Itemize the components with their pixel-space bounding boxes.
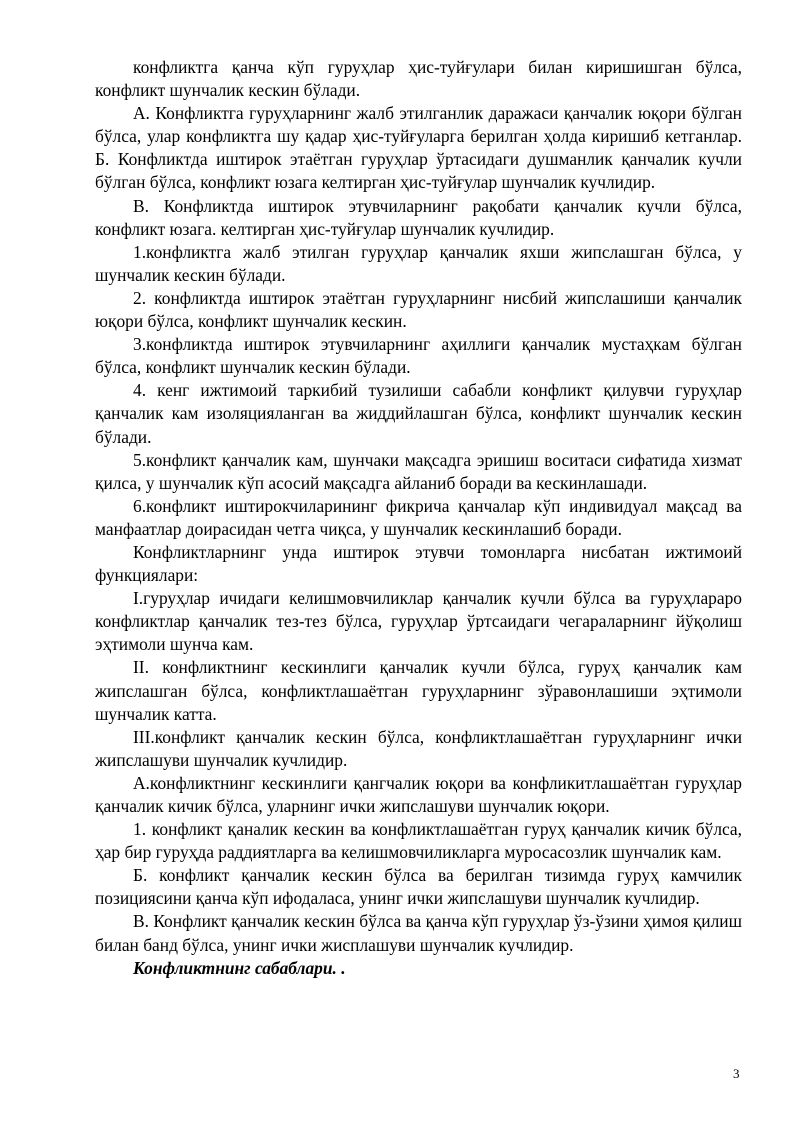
paragraph: А. Конфликтга гуруҳларнинг жалб этилганлик даражаси қанчалик юқори бўлган бўлса, улар конфликтга шу қадар ҳис-туйғуларга берилган ҳолда киришиб кетганлар. Б. Конфликтда иштирок этаётган гуруҳлар ўртасидаги душманлик қанчалик кучли бўлган бўлса, конфликт юзага келтирган ҳис-туйғулар шунчалик кучлидир.: [95, 103, 742, 193]
paragraph: 6.конфликт иштирокчиларининг фикрича қанчалар кўп индивидуал мақсад ва манфаатлар доирасидан четга чиқса, у шунчалик кескинлашиб боради.: [95, 495, 742, 539]
paragraph: III.конфликт қанчалик кескин бўлса, конфликтлашаётган гуруҳларнинг ички жипслашуви шунчалик кучлидир.: [95, 726, 742, 770]
paragraph: конфликтга қанча кўп гуруҳлар ҳис-туйғулари билан киришишган бўлса, конфликт шунчалик кескин бўлади.: [95, 57, 742, 101]
paragraph: В. Конфликтда иштирок этувчиларнинг рақобати қанчалик кучли бўлса, конфликт юзага. келтирган ҳис-туйғулар шунчалик кучлидир.: [95, 195, 742, 239]
section-heading: Конфликтнинг сабаблари. .: [133, 957, 346, 978]
document-body: [95, 56, 742, 980]
page-number: 3: [733, 1066, 740, 1081]
paragraph: 4. кенг ижтимоий таркибий тузилиши сабабли конфликт қилувчи гуруҳлар қанчалик кам изоляцияланган ва жиддийлашган бўлса, конфликт шунчалик кескин бўлади.: [95, 380, 742, 447]
paragraph: 2. конфликтда иштирок этаётган гуруҳларнинг нисбий жипслашиши қанчалик юқори бўлса, конфликт шунчалик кескин.: [95, 287, 742, 332]
paragraph: 3.конфликтда иштирок этувчиларнинг аҳиллиги қанчалик мустаҳкам бўлган бўлса, конфликт шунчалик кескин бўлади.: [95, 334, 742, 378]
paragraph: Б. конфликт қанчалик кескин бўлса ва берилган тизимда гуруҳ камчилик позициясини қанча кўп ифодаласа, унинг ички жипслашуви шунчалик кучлидир.: [95, 865, 742, 909]
paragraph: Конфликтларнинг унда иштирок этувчи томонларга нисбатан ижтимоий функциялари:: [95, 541, 742, 586]
paragraph: А.конфликтнинг кескинлиги қангчалик юқори ва конфликитлашаётган гуруҳлар қанчалик кичик бўлса, уларнинг ички жипслашуви шунчалик юқори.: [95, 772, 742, 816]
paragraph: II. конфликтнинг кескинлиги қанчалик кучли бўлса, гуруҳ қанчалик кам жипслашган бўлса, конфликтлашаётган гуруҳларнинг зўравонлашиши эҳтимоли шунчалик катта.: [95, 657, 742, 724]
paragraph: 5.конфликт қанчалик кам, шунчаки мақсадга эришиш воситаси сифатида хизмат қилса, у шунчалик кўп асосий мақсадга айланиб боради ва кескинлашади.: [95, 449, 742, 493]
paragraph: 1. конфликт қаналик кескин ва конфликтлашаётган гуруҳ қанчалик кичик бўлса, ҳар бир гуруҳда раддиятларга ва келишмовчиликларга муросасозлик шунчалик кам.: [95, 819, 742, 863]
paragraph: I.гуруҳлар ичидаги келишмовчиликлар қанчалик кучли бўлса ва гуруҳлараро конфликтлар қанчалик тез-тез бўлса, гуруҳлар ўртсаидаги чегараларнинг йўқолиш эҳтимоли шунча кам.: [95, 588, 742, 655]
paragraph: 1.конфликтга жалб этилган гуруҳлар қанчалик яхши жипслашган бўлса, у шунчалик кескин бўлади.: [95, 241, 742, 285]
paragraph: В. Конфликт қанчалик кескин бўлса ва қанча кўп гуруҳлар ўз-ўзини ҳимоя қилиш билан банд бўлса, унинг ички жисплашуви шунчалик кучлидир.: [95, 911, 742, 955]
